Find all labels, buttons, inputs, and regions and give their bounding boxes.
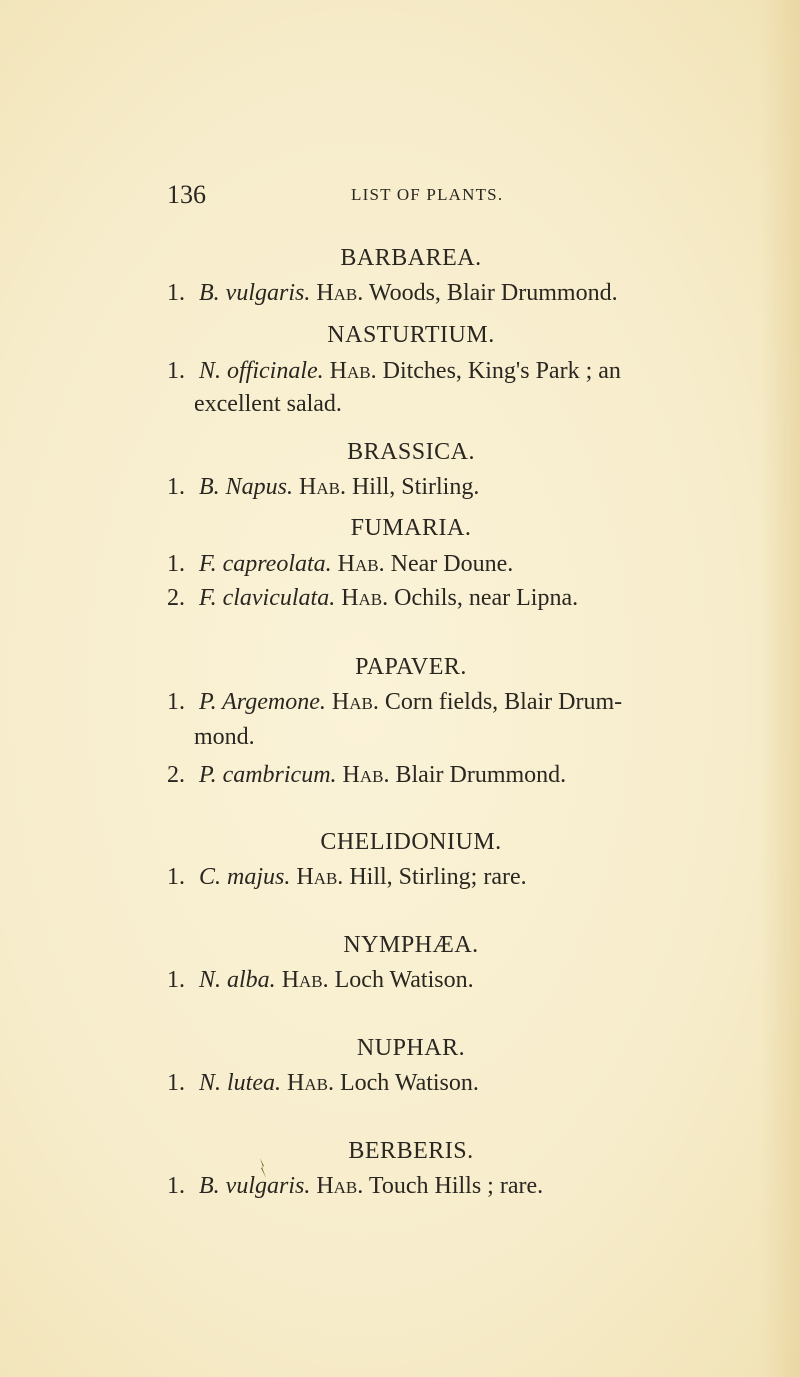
- entry-number: 1.: [167, 967, 185, 993]
- habitat-text: Hill, Stirling.: [351, 474, 480, 500]
- species-name: C. majus.: [199, 864, 291, 890]
- species-name: P. Argemone.: [199, 689, 326, 715]
- entry-number: 1.: [167, 358, 185, 384]
- entry-number: 1.: [167, 864, 185, 890]
- running-title: LIST OF PLANTS.: [351, 185, 504, 204]
- page-number: 136: [167, 180, 206, 209]
- species-entry: [167, 757, 566, 793]
- entry-number: 1.: [167, 1173, 185, 1199]
- entry-number: 1.: [167, 1070, 185, 1096]
- habitat-text: Ochils, near Lipna.: [394, 585, 579, 611]
- entry-number: 1.: [167, 689, 185, 715]
- habitat-text: Corn fields, Blair Drum-: [384, 689, 623, 715]
- habitat-label: Hab.: [316, 280, 364, 306]
- habitat-label: Hab.: [329, 358, 377, 384]
- habitat-text: Blair Drummond.: [395, 762, 567, 788]
- habitat-label: Hab.: [337, 551, 385, 577]
- habitat-text: Ditches, King's Park ; an: [382, 358, 621, 384]
- species-name: F. claviculata.: [199, 585, 336, 611]
- species-entry: [167, 275, 618, 311]
- genus-heading: BARBAREA.: [340, 245, 482, 271]
- entry-number: 1.: [167, 551, 185, 577]
- species-name: B. vulgaris.: [199, 1173, 311, 1199]
- species-entry: [167, 962, 474, 998]
- species-name: N. alba.: [199, 967, 276, 993]
- species-entry: [167, 469, 479, 505]
- entry-continuation: mond.: [194, 724, 255, 750]
- habitat-label: Hab.: [316, 1173, 364, 1199]
- species-entry: [167, 1065, 479, 1101]
- habitat-label: Hab.: [342, 762, 390, 788]
- genus-heading: FUMARIA.: [350, 515, 472, 541]
- habitat-label: Hab.: [296, 864, 344, 890]
- habitat-label: Hab.: [287, 1070, 334, 1096]
- entry-continuation: excellent salad.: [194, 391, 342, 417]
- entry-number: 1.: [167, 474, 185, 500]
- species-entry: [167, 546, 513, 582]
- habitat-label: Hab.: [331, 689, 379, 715]
- species-entry: [167, 859, 527, 895]
- habitat-label: Hab.: [281, 967, 329, 993]
- page-edge-shading: [760, 0, 800, 1377]
- habitat-text: Woods, Blair Drummond.: [368, 280, 618, 306]
- genus-heading: NYMPHÆA.: [343, 932, 479, 958]
- species-name: B. vulgaris.: [199, 280, 311, 306]
- species-name: B. Napus.: [199, 474, 294, 500]
- habitat-text: Loch Watison.: [339, 1070, 479, 1096]
- species-entry: [167, 580, 578, 616]
- genus-heading: BERBERIS.: [348, 1138, 474, 1164]
- species-name: N. officinale.: [199, 358, 324, 384]
- species-name: P. cambricum.: [199, 762, 337, 788]
- species-entry: [167, 353, 621, 389]
- habitat-text: Loch Watison.: [334, 967, 474, 993]
- habitat-text: Hill, Stirling; rare.: [349, 864, 527, 890]
- species-entry: [167, 1168, 543, 1204]
- species-name: F. capreolata.: [199, 551, 332, 577]
- genus-heading: CHELIDONIUM.: [320, 829, 502, 855]
- entry-number: 2.: [167, 762, 185, 788]
- species-entry: [167, 684, 622, 720]
- genus-heading: NASTURTIUM.: [327, 322, 495, 348]
- species-name: N. lutea.: [199, 1070, 281, 1096]
- habitat-text: Near Doune.: [390, 551, 514, 577]
- entry-number: 1.: [167, 280, 185, 306]
- habitat-label: Hab.: [341, 585, 389, 611]
- genus-heading: PAPAVER.: [355, 654, 467, 680]
- habitat-text: Touch Hills ; rare.: [368, 1173, 544, 1199]
- genus-heading: BRASSICA.: [347, 439, 475, 465]
- genus-heading: NUPHAR.: [356, 1035, 466, 1061]
- entry-number: 2.: [167, 585, 185, 611]
- habitat-label: Hab.: [299, 474, 346, 500]
